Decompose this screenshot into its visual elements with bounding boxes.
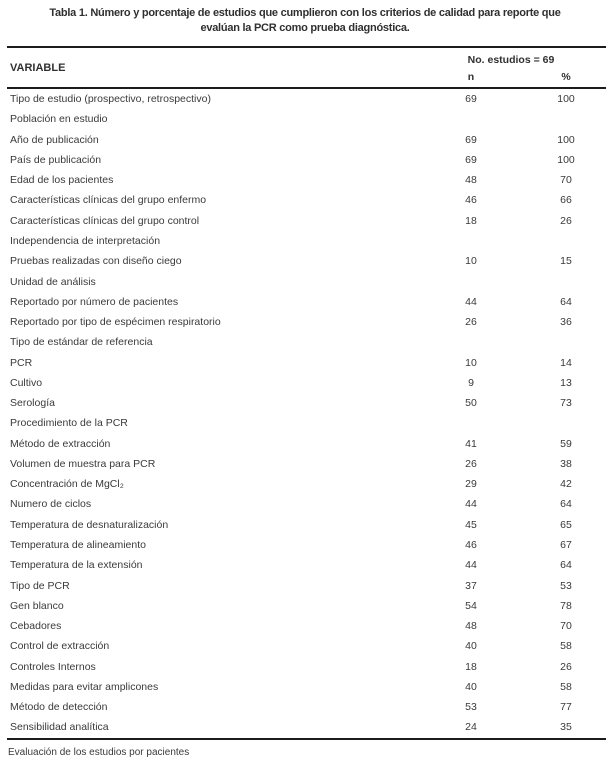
column-group-label: No. estudios = 69: [467, 53, 555, 66]
cell-percent-value: 14: [560, 356, 572, 369]
table-row: [7, 717, 606, 737]
table-row: [7, 109, 606, 129]
cell-n-value: 44: [465, 498, 477, 511]
cell-variable: Tipo de estándar de referencia: [10, 336, 153, 349]
cell-n-value: 41: [465, 437, 477, 450]
cell-n-value: 50: [465, 397, 477, 410]
table-footnote: Evaluación de los estudios por pacientes: [8, 747, 190, 758]
cell-percent-value: 67: [560, 538, 572, 551]
cell-variable: PCR: [10, 356, 33, 369]
cell-variable: Control de extracción: [10, 640, 110, 653]
cell-variable: Numero de ciclos: [10, 498, 92, 511]
cell-n-value: 18: [465, 214, 477, 227]
caption-line-2: evalúan la PCR como prueba diagnóstica.: [200, 21, 410, 34]
cell-percent-value: 70: [560, 174, 572, 187]
table-row: [7, 393, 606, 413]
cell-n-value: 29: [465, 478, 477, 491]
table-row: [7, 190, 606, 210]
cell-variable: Población en estudio: [10, 113, 108, 126]
cell-variable: Serología: [10, 397, 55, 410]
table-row: [7, 697, 606, 717]
cell-variable: Sensibilidad analítica: [10, 721, 109, 734]
cell-variable: Edad de los pacientes: [10, 174, 114, 187]
cell-variable: Características clínicas del grupo control: [10, 214, 200, 227]
table-row: [7, 535, 606, 555]
cell-percent-value: 66: [560, 194, 572, 207]
cell-percent-value: 59: [560, 437, 572, 450]
cell-variable: Unidad de análisis: [10, 275, 96, 288]
column-group-studies: [416, 48, 606, 87]
cell-n-value: 46: [465, 194, 477, 207]
cell-n-value: 37: [465, 579, 477, 592]
cell-variable: Cultivo: [10, 376, 43, 389]
cell-variable: Pruebas realizadas con diseño ciego: [10, 255, 182, 268]
table-row: [7, 656, 606, 676]
cell-n-value: 40: [465, 640, 477, 653]
cell-variable: Características clínicas del grupo enfermo: [10, 194, 207, 207]
cell-n-value: 69: [465, 153, 477, 166]
cell-n-value: 53: [465, 701, 477, 714]
cell-variable: Temperatura de la extensión: [10, 559, 143, 572]
table-row: [7, 474, 606, 494]
table-row: [7, 596, 606, 616]
table-row: [7, 231, 606, 251]
cell-percent-value: 26: [560, 660, 572, 673]
cell-variable: Reportado por número de pacientes: [10, 295, 179, 308]
cell-percent-value: 58: [560, 640, 572, 653]
column-subheaders: [416, 71, 606, 83]
table-row: [7, 150, 606, 170]
cell-variable: Temperatura de alineamiento: [10, 538, 146, 551]
cell-percent-value: 100: [557, 93, 575, 106]
table-row: [7, 312, 606, 332]
cell-n-value: 69: [465, 133, 477, 146]
cell-variable: Año de publicación: [10, 133, 99, 146]
cell-variable: Cebadores: [10, 620, 62, 633]
cell-percent-value: 70: [560, 620, 572, 633]
cell-n-value: 24: [465, 721, 477, 734]
table-row: [7, 89, 606, 109]
table-row: [7, 555, 606, 575]
cell-variable: Temperatura de desnaturalización: [10, 518, 169, 531]
cell-n-value: 26: [465, 457, 477, 470]
cell-percent-value: 78: [560, 599, 572, 612]
cell-percent-value: 65: [560, 518, 572, 531]
cell-percent-value: 77: [560, 701, 572, 714]
cell-n-value: 48: [465, 620, 477, 633]
table-row: [7, 413, 606, 433]
table-row: [7, 575, 606, 595]
cell-n-value: 44: [465, 559, 477, 572]
cell-variable: Independencia de interpretación: [10, 234, 161, 247]
cell-variable: Reportado por tipo de espécimen respiratorio: [10, 316, 221, 329]
cell-n-value: 54: [465, 599, 477, 612]
cell-n-value: 48: [465, 174, 477, 187]
table-row: [7, 170, 606, 190]
cell-variable: Tipo de estudio (prospectivo, retrospectivo): [10, 93, 211, 106]
cell-percent-value: 64: [560, 295, 572, 308]
cell-percent-value: 53: [560, 579, 572, 592]
cell-n-value: 40: [465, 680, 477, 693]
cell-variable: Medidas para evitar amplicones: [10, 680, 159, 693]
table-row: [7, 251, 606, 271]
cell-percent-value: 100: [557, 133, 575, 146]
cell-n-value: 44: [465, 295, 477, 308]
cell-n-value: 9: [468, 376, 474, 389]
column-header-n: n: [467, 70, 475, 83]
cell-percent-value: 35: [560, 721, 572, 734]
cell-variable: Método de extracción: [10, 437, 111, 450]
cell-n-value: 69: [465, 93, 477, 106]
table-row: [7, 494, 606, 514]
cell-variable: País de publicación: [10, 153, 102, 166]
cell-percent-value: 100: [557, 153, 575, 166]
cell-variable: Volumen de muestra para PCR: [10, 457, 156, 470]
table-row: [7, 677, 606, 697]
cell-n-value: 26: [465, 316, 477, 329]
table-row: [7, 292, 606, 312]
table-row: [7, 434, 606, 454]
cell-percent-value: 42: [560, 478, 572, 491]
table-row: [7, 515, 606, 535]
cell-percent-value: 58: [560, 680, 572, 693]
table-row: [7, 616, 606, 636]
column-header-variable: VARIABLE: [10, 61, 66, 74]
cell-variable: Procedimiento de la PCR: [10, 417, 128, 430]
table-row: [7, 352, 606, 372]
cell-percent-value: 73: [560, 397, 572, 410]
table-row: [7, 130, 606, 150]
cell-variable: Método de detección: [10, 701, 108, 714]
cell-percent-value: 15: [560, 255, 572, 268]
cell-n-value: 45: [465, 518, 477, 531]
table-row: [7, 454, 606, 474]
column-header-percent: %: [561, 70, 571, 83]
cell-percent-value: 26: [560, 214, 572, 227]
caption-line-1: Tabla 1. Número y porcentaje de estudios que cumplieron con los criterios de calidad para reporte que: [49, 7, 561, 19]
table-row: [7, 271, 606, 291]
table-header-row: [7, 46, 606, 89]
cell-percent-value: 64: [560, 498, 572, 511]
cell-variable: Tipo de PCR: [10, 579, 70, 592]
cell-n-value: 46: [465, 538, 477, 551]
cell-percent-value: 13: [560, 376, 572, 389]
data-table: [7, 46, 606, 740]
cell-n-value: 10: [465, 255, 477, 268]
cell-variable: Concentración de MgCl₂: [10, 478, 124, 491]
table-body: [7, 89, 606, 740]
cell-n-value: 10: [465, 356, 477, 369]
cell-n-value: 18: [465, 660, 477, 673]
table-row: [7, 332, 606, 352]
table-row: [7, 373, 606, 393]
table-row: [7, 636, 606, 656]
cell-variable: Gen blanco: [10, 599, 64, 612]
cell-percent-value: 38: [560, 457, 572, 470]
table-caption: [0, 0, 610, 35]
cell-variable: Controles Internos: [10, 660, 96, 673]
table-row: [7, 211, 606, 231]
cell-percent-value: 64: [560, 559, 572, 572]
cell-percent-value: 36: [560, 316, 572, 329]
